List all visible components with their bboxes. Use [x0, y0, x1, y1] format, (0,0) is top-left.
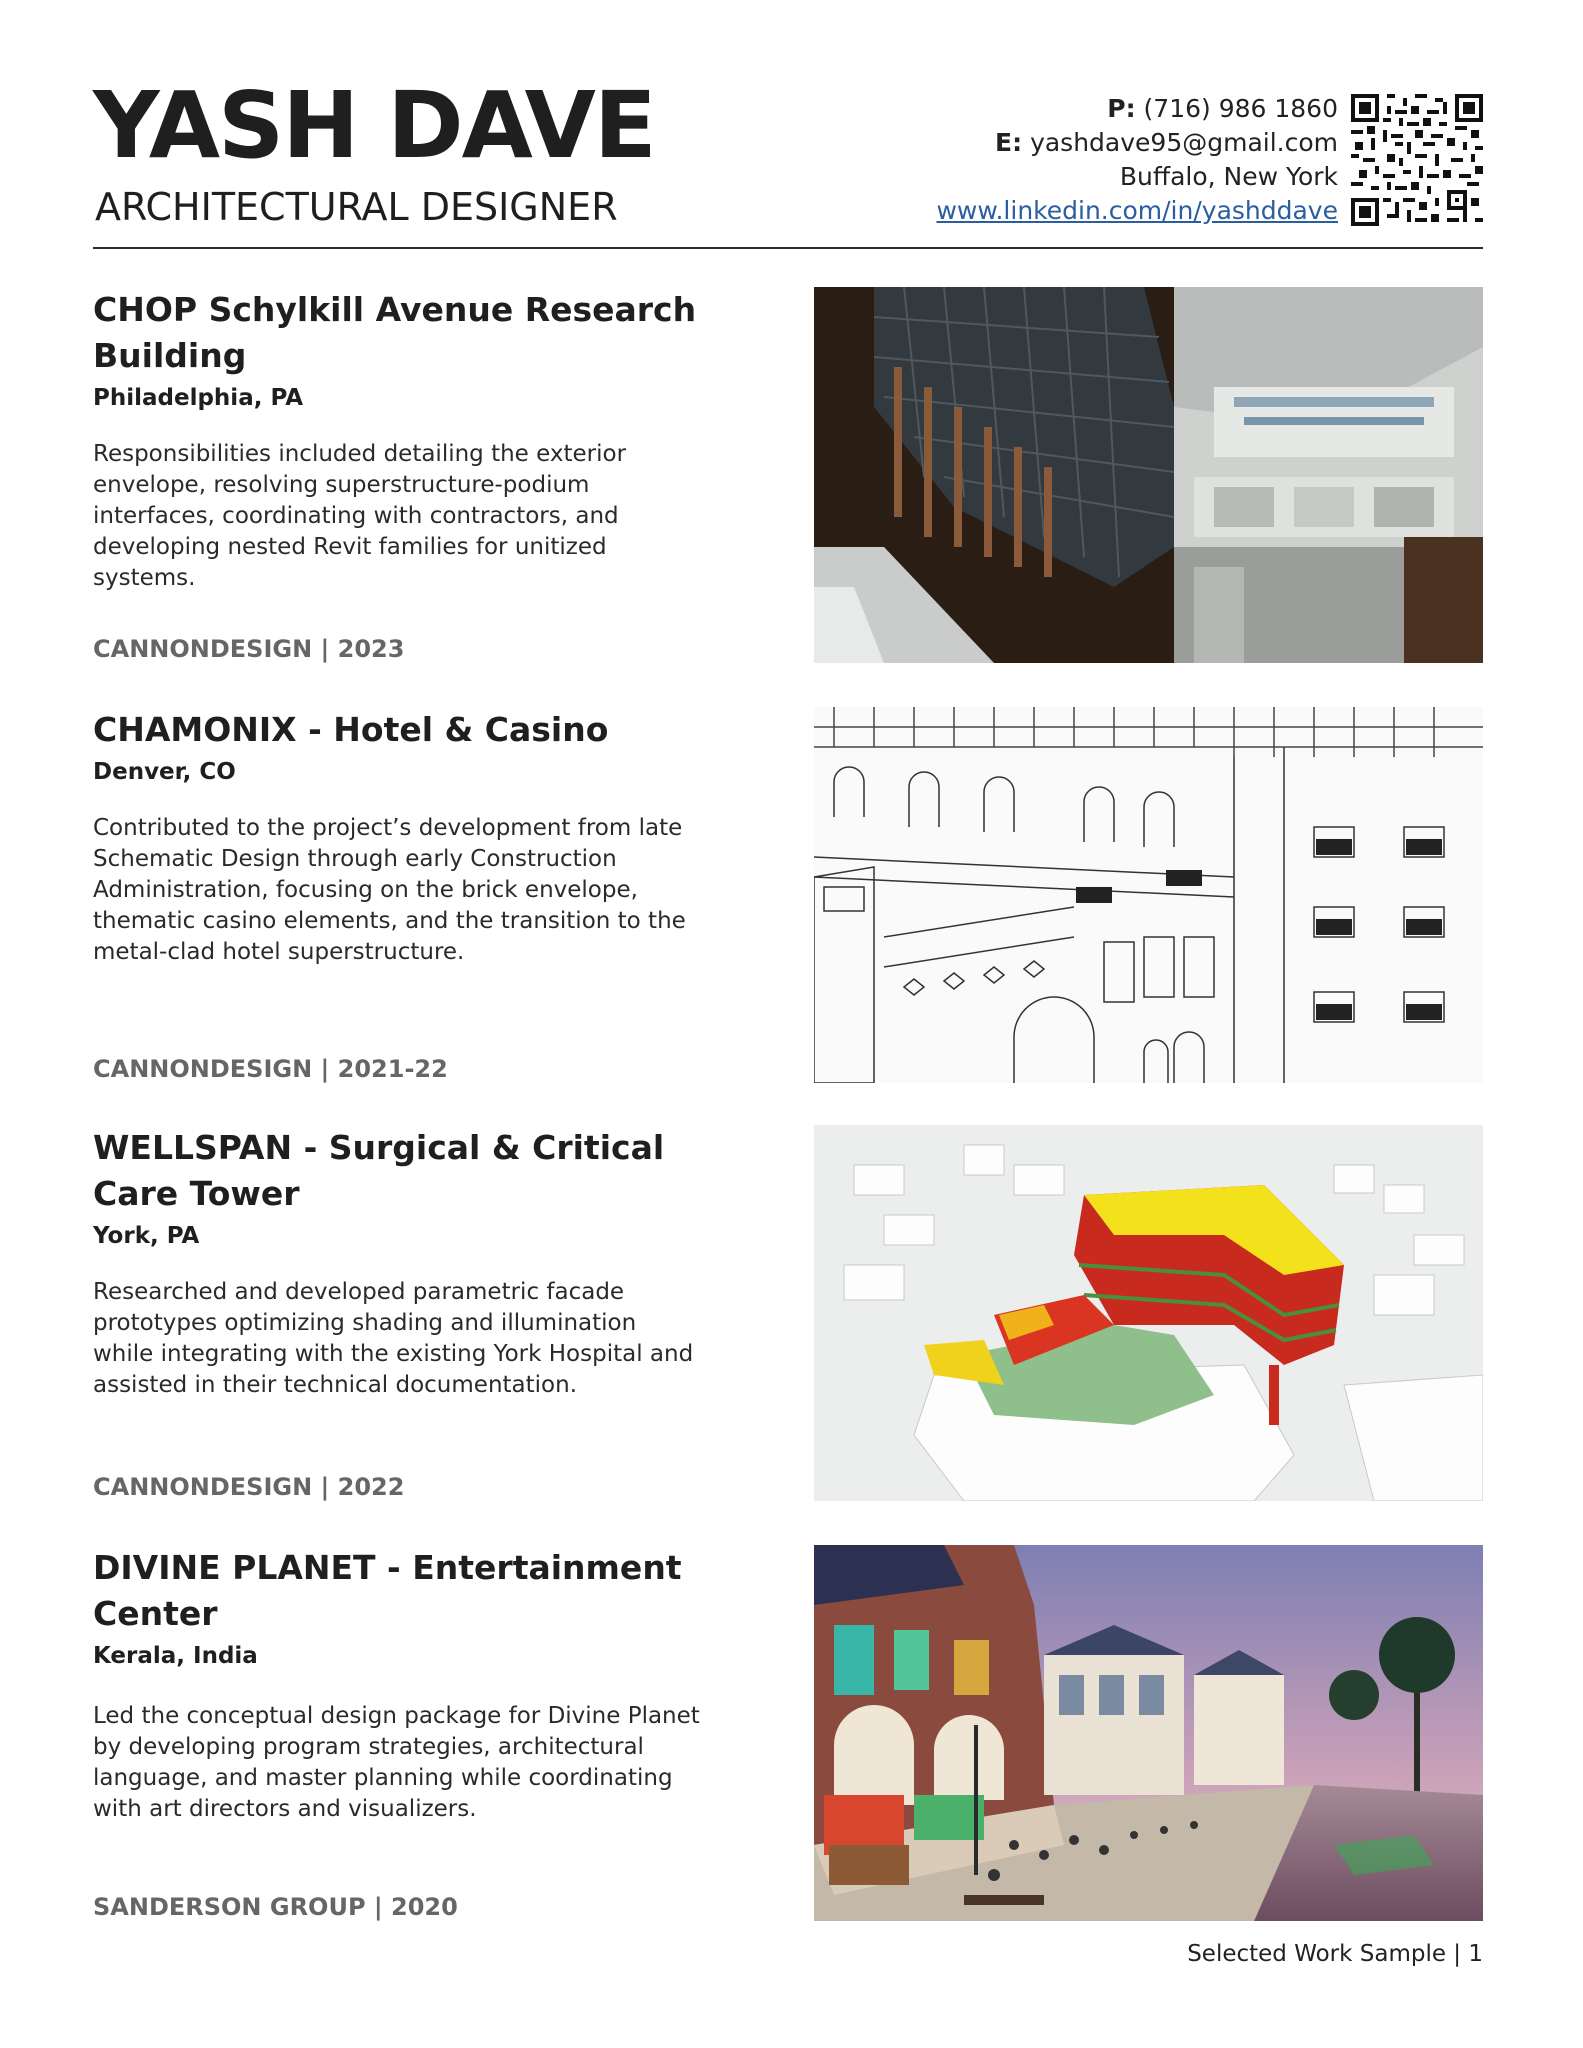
email-line [936, 126, 1338, 160]
project-card [93, 287, 1483, 663]
project-card [93, 1125, 1483, 1501]
project-firm-year: CANNONDESIGN | 2023 [93, 635, 405, 663]
email-address: yashdave95@gmail.com [1030, 128, 1338, 157]
page-footer: Selected Work Sample | 1 [1187, 1941, 1483, 1967]
designer-name: YASH DAVE [93, 72, 655, 179]
project-description: Contributed to the project’s development from late Schematic Design through early Construction Administration, focusing on the brick envelope, thematic casino elements, and the transition to the metal-clad hotel superstructure. [93, 815, 686, 965]
project-location: Philadelphia, PA [93, 385, 303, 411]
qr-code-icon [1351, 94, 1483, 226]
project-title: CHOP Schylkill Avenue Research Building [93, 290, 697, 375]
phone-label: P: [1107, 94, 1136, 123]
header-divider [93, 247, 1483, 249]
project-firm-year: SANDERSON GROUP | 2020 [93, 1893, 458, 1921]
project-firm-year: CANNONDESIGN | 2022 [93, 1473, 405, 1501]
project-description: Researched and developed parametric facade prototypes optimizing shading and illumination while integrating with the existing York Hospital and assisted in their technical documentation. [93, 1279, 694, 1398]
project-location: York, PA [93, 1223, 200, 1249]
project-heading [93, 707, 733, 787]
phone-number: (716) 986 1860 [1143, 94, 1338, 123]
project-heading [93, 1125, 733, 1251]
location-line: Buffalo, New York [1119, 162, 1338, 191]
resume-header [93, 72, 1483, 250]
project-card [93, 1545, 1483, 1921]
project-firm-year: CANNONDESIGN | 2021-22 [93, 1055, 448, 1083]
project-image-chop-section [814, 287, 1483, 663]
project-title: CHAMONIX - Hotel & Casino [93, 710, 609, 749]
designer-role: ARCHITECTURAL DESIGNER [95, 185, 618, 229]
project-location: Kerala, India [93, 1643, 258, 1669]
project-location: Denver, CO [93, 759, 236, 785]
email-label: E: [995, 128, 1023, 157]
contact-block [936, 92, 1338, 228]
project-image-divine-planet-render [814, 1545, 1483, 1921]
project-description: Led the conceptual design package for Divine Planet by developing program strategies, architectural language, and master planning while coordinating with art directors and visualizers. [93, 1703, 700, 1822]
project-image-chamonix-elevation [814, 707, 1483, 1083]
linkedin-link[interactable]: www.linkedin.com/in/yashddave [936, 196, 1338, 225]
project-description: Responsibilities included detailing the exterior envelope, resolving superstructure-podium interfaces, coordinating with contractors, and developing nested Revit families for unitized systems. [93, 441, 627, 591]
phone-line [936, 92, 1338, 126]
project-image-wellspan-massing [814, 1125, 1483, 1501]
project-title: DIVINE PLANET - Entertainment Center [93, 1548, 682, 1633]
project-card [93, 707, 1483, 1083]
project-title: WELLSPAN - Surgical & Critical Care Tower [93, 1128, 665, 1213]
project-heading [93, 1545, 733, 1671]
project-heading [93, 287, 733, 413]
